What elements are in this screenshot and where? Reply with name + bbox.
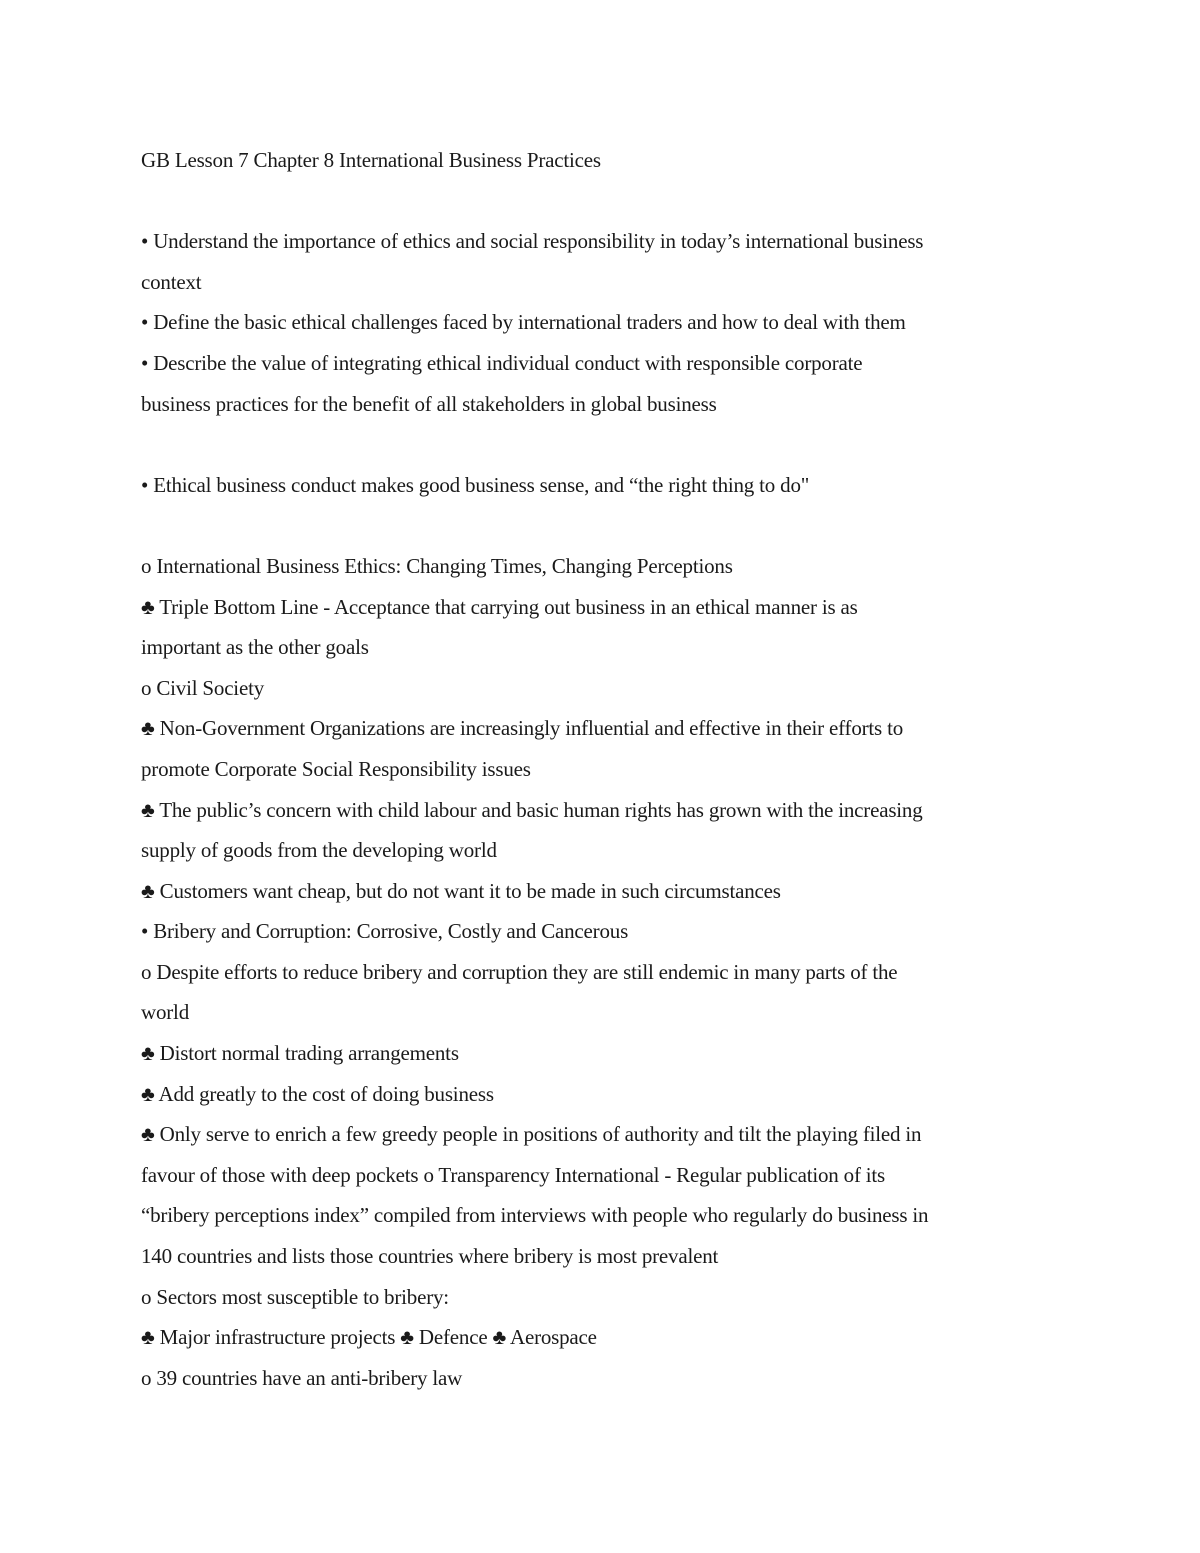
text-line: o 39 countries have an anti-bribery law [141,1365,463,1390]
text-line: ♣ Only serve to enrich a few greedy people in positions of authority and tilt the playing filed in [141,1122,922,1147]
text-line: ♣ Add greatly to the cost of doing business [141,1081,494,1106]
text-line: o Despite efforts to reduce bribery and corruption they are still endemic in many parts of the [141,959,898,984]
text-line: 140 countries and lists those countries where bribery is most prevalent [141,1244,719,1269]
text-line: • Understand the importance of ethics and social responsibility in today’s international business [141,229,924,254]
text-line: • Bribery and Corruption: Corrosive, Costly and Cancerous [141,919,629,944]
text-line: o Sectors most susceptible to bribery: [141,1284,449,1309]
text-line: important as the other goals [141,635,369,660]
text-line: ♣ Distort normal trading arrangements [141,1041,459,1066]
text-line: ♣ The public’s concern with child labour and basic human rights has grown with the increasing [141,797,923,822]
document-body [141,140,1071,1398]
text-line: o International Business Ethics: Changing Times, Changing Perceptions [141,553,733,578]
text-line: world [141,1000,189,1025]
text-line: ♣ Major infrastructure projects ♣ Defence ♣ Aerospace [141,1325,597,1350]
blank-line [141,505,1071,546]
blank-line [141,181,1071,222]
text-line: ♣ Non-Government Organizations are increasingly influential and effective in their efforts to [141,716,904,741]
text-line: context [141,269,202,294]
text-line: ♣ Customers want cheap, but do not want it to be made in such circumstances [141,878,781,903]
text-line: • Describe the value of integrating ethical individual conduct with responsible corporate [141,350,863,375]
text-line: promote Corporate Social Responsibility issues [141,756,531,781]
text-line: business practices for the benefit of all stakeholders in global business [141,391,717,416]
text-line: ♣ Triple Bottom Line - Acceptance that carrying out business in an ethical manner is as [141,594,858,619]
text-line: • Define the basic ethical challenges faced by international traders and how to deal with them [141,310,906,335]
text-line: supply of goods from the developing world [141,838,497,863]
text-line: • Ethical business conduct makes good business sense, and “the right thing to do" [141,472,810,497]
blank-line [141,424,1071,465]
document-title: GB Lesson 7 Chapter 8 International Business Practices [141,148,601,172]
text-line: o Civil Society [141,675,265,700]
text-line: “bribery perceptions index” compiled from interviews with people who regularly do business in [141,1203,929,1228]
text-line: favour of those with deep pockets o Transparency International - Regular publication of its [141,1162,886,1187]
